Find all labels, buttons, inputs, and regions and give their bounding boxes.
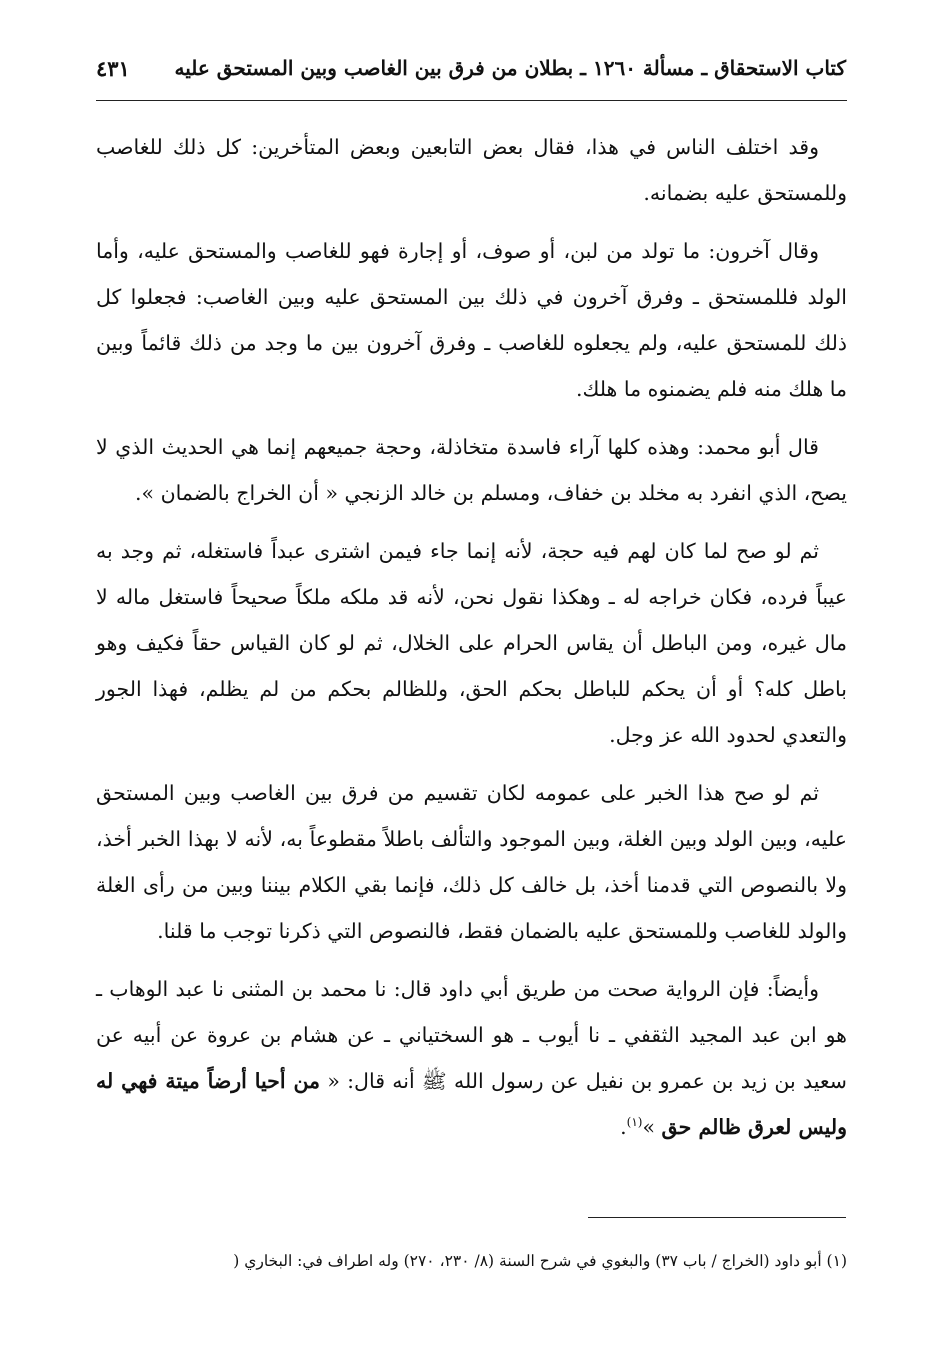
paragraph-2: وقال آخرون: ما تولد من لبن، أو صوف، أو إجارة فهو للغاصب والمستحق عليه، وأما الولد فللمستحق ـ وفرق آخرون في ذلك بين المستحق عليه وبين الغاصب: فجعلوا كل ذلك للمستحق عليه، ولم يجعلوه للغاصب ـ وفرق آخرون بين ما وجد من ذلك قائماً وبين ما هلك منه فلم يضمنوه ما هلك.: [96, 239, 847, 401]
paragraph-6-end: .: [620, 1115, 627, 1139]
footnote-divider: [588, 1217, 846, 1218]
footnote: (١) أبو داود (الخراج / باب ٣٧) والبغوي في شرح السنة (٨/ ٢٣٠، ٢٧٠) وله اطراف في: البخاري (: [233, 1252, 847, 1270]
paragraph-6-text: وأيضاً: فإن الرواية صحت من طريق أبي داود قال: نا محمد بن المثنى نا عبد الوهاب ـ هو ابن عبد المجيد الثقفي ـ نا أيوب ـ هو السختياني ـ عن هشام بن عروة عن أبيه عن سعيد بن زيد بن عمرو بن نفيل عن رسول الله ﷺ أنه قال: «: [96, 977, 847, 1093]
paragraph-4: ثم لو صح لما كان لهم فيه حجة، لأنه إنما جاء فيمن اشترى عبداً فاستغله، ثم وجد به عيباً فرده، فكان خراجه له ـ وهكذا نقول نحن، لأنه قد ملكه ملكاً صحيحاً فاستغل ماله لا مال غيره، ومن الباطل أن يقاس الحرام على الخلال، ثم لو كان القياس حقاً فكيف وهو باطل كله؟ أو أن يحكم للباطل بحكم الحق، وللظالم بحكم من لم يظلم، فهذا الجور والتعدي لحدود الله عز وجل.: [96, 539, 847, 747]
paragraph-3: قال أبو محمد: وهذه كلها آراء فاسدة متخاذلة، وحجة جميعهم إنما هي الحديث الذي لا يصح، الذي انفرد به مخلد بن خفاف، ومسلم بن خالد الزنجي « أن الخراج بالضمان ».: [96, 435, 847, 505]
running-title: كتاب الاستحقاق ـ مسألة ١٢٦٠ ـ بطلان من فرق بين الغاصب وبين المستحق عليه: [174, 56, 846, 80]
hadith-quote: من أحيا أرضاً ميتة فهي له وليس لعرق ظالم حق: [96, 1069, 847, 1139]
running-header: [96, 50, 846, 94]
paragraph-1: وقد اختلف الناس في هذا، فقال بعض التابعين وبعض المتأخرين: كل ذلك للغاصب وللمستحق عليه بضمانه.: [96, 135, 847, 205]
quote-close: »: [642, 1115, 662, 1139]
paragraph-6: [96, 966, 847, 1150]
page-number: ٤٣١: [96, 56, 130, 81]
header-divider: [96, 100, 847, 101]
footnote-marker: (١): [626, 1115, 643, 1130]
paragraph-5: ثم لو صح هذا الخبر على عمومه لكان تقسيم من فرق بين الغاصب وبين المستحق عليه، وبين الولد وبين الغلة، وبين الموجود والتألف باطلاً مقطوعاً به، لأنه لا بهذا الخبر أخذ، ولا بالنصوص التي قدمنا أخذ، بل خالف كل ذلك، فإنما بقي الكلام بيننا وبين من رأى الغلة والولد للغاصب وللمستحق عليه بالضمان فقط، فالنصوص التي ذكرنا توجب ما قلنا.: [96, 781, 847, 943]
body-text: [96, 124, 847, 1162]
